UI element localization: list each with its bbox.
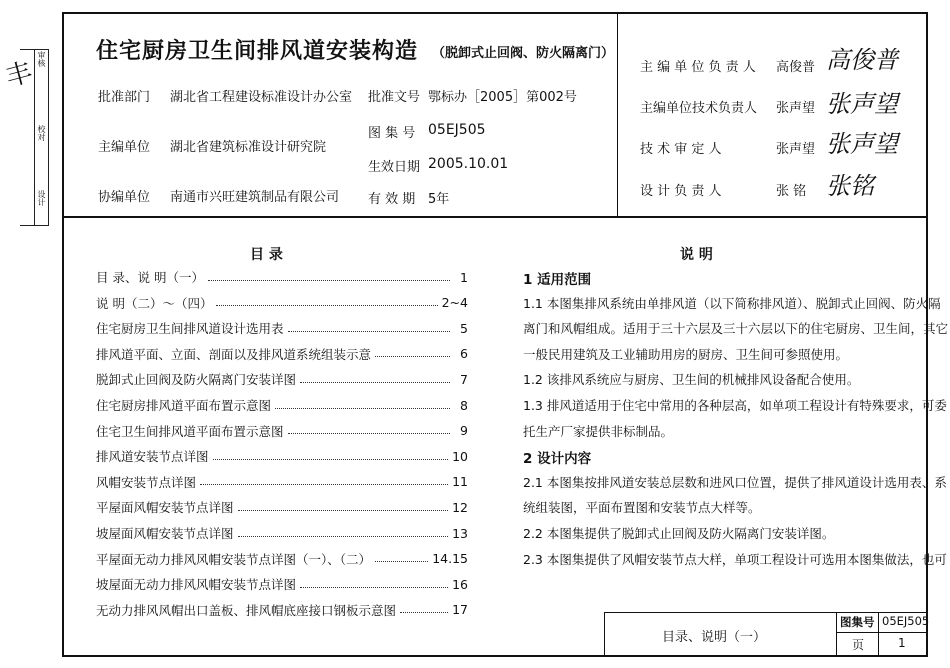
chief-editor-value: 湖北省建筑标准设计研究院 bbox=[170, 140, 327, 155]
toc-item-page: 16 bbox=[452, 576, 468, 592]
toc-leader-dots bbox=[275, 408, 450, 409]
toc-item bbox=[96, 471, 468, 493]
toc-item-title: 住宅厨房卫生间排风道设计选用表 bbox=[96, 321, 284, 337]
notes-line: 1.3 排风道适用于住宅中常用的各种层高，如单项工程设计有特殊要求，可委 bbox=[523, 398, 947, 413]
toc-leader-dots bbox=[208, 280, 450, 281]
toc-item bbox=[96, 599, 468, 621]
notes-line: 2.2 本图集提供了脱卸式止回阀及防火隔离门安装详图。 bbox=[523, 526, 835, 541]
toc-item bbox=[96, 496, 468, 518]
effective-date-value: 2005.10.01 bbox=[428, 156, 509, 172]
toc-item-title: 平屋面风帽安装节点详图 bbox=[96, 500, 234, 516]
toc-item-title: 住宅厨房排风道平面布置示意图 bbox=[96, 398, 272, 413]
notes-line: 托生产厂家提供非标制品。 bbox=[523, 423, 674, 439]
margin-label-review: 审核 bbox=[37, 51, 46, 67]
atlas-no-label: 图 集 号 bbox=[368, 126, 416, 141]
toc-item-title: 住宅卫生间排风道平面布置示意图 bbox=[96, 423, 284, 439]
signer-name-3: 张声望 bbox=[776, 142, 816, 157]
approval-dept-value: 湖北省工程建设标准设计办公室 bbox=[170, 90, 353, 105]
toc-item-title: 风帽安装节点详图 bbox=[96, 474, 197, 490]
chief-editor-label: 主编单位 bbox=[98, 140, 151, 155]
signer-signature-3: 张声望 bbox=[826, 130, 898, 158]
notes-line: 统组装图，平面布置图和安装节点大样等。 bbox=[523, 500, 761, 516]
margin-label-check: 校对 bbox=[37, 125, 46, 141]
toc-item-page: 9 bbox=[460, 423, 468, 439]
signer-signature-4: 张铭 bbox=[826, 172, 874, 200]
toc-leader-dots bbox=[238, 510, 449, 511]
toc-leader-dots bbox=[400, 612, 448, 613]
toc-leader-dots bbox=[300, 587, 448, 588]
toc-item bbox=[96, 573, 468, 595]
notes-line: 一般民用建筑及工业辅助用房的厨房、卫生间可参照使用。 bbox=[523, 346, 849, 362]
toc-leader-dots bbox=[300, 382, 450, 383]
signer-role-2: 主编单位技术负责人 bbox=[640, 101, 758, 116]
toc-leader-dots bbox=[213, 459, 449, 460]
titleblock-atlas-value: 05EJ505 bbox=[882, 614, 930, 628]
titleblock-atlas-label: 图集号 bbox=[840, 615, 875, 629]
toc-leader-dots bbox=[288, 433, 450, 434]
toc-item-title: 脱卸式止回阀及防火隔离门安装详图 bbox=[96, 372, 297, 388]
toc-item-title: 坡屋面无动力排风风帽安装节点详图 bbox=[96, 577, 297, 593]
title-block-row-divider bbox=[836, 632, 928, 633]
toc-item bbox=[96, 266, 468, 288]
toc-item bbox=[96, 292, 468, 314]
signer-name-2: 张声望 bbox=[776, 101, 816, 116]
co-editor-label: 协编单位 bbox=[98, 190, 151, 205]
toc-item bbox=[96, 343, 468, 365]
sheet-title: 目录、说明（一） bbox=[662, 630, 767, 645]
signer-signature-2: 张声望 bbox=[826, 90, 898, 118]
signer-role-3: 技 术 审 定 人 bbox=[640, 142, 722, 157]
toc-item-page: 11 bbox=[452, 474, 468, 490]
toc-item-title: 排风道平面、立面、剖面以及排风道系统组装示意 bbox=[96, 346, 372, 362]
page-title: 住宅厨房卫生间排风道安装构造 bbox=[96, 39, 419, 64]
title-block-divider-2 bbox=[878, 612, 879, 657]
toc-item bbox=[96, 548, 468, 570]
signer-signature-1: 高俊普 bbox=[826, 46, 898, 74]
toc-item-title: 坡屋面风帽安装节点详图 bbox=[96, 526, 234, 541]
toc-item bbox=[96, 445, 468, 467]
atlas-no-value: 05EJ505 bbox=[428, 122, 486, 138]
toc-item-page: 7 bbox=[460, 371, 468, 387]
left-binding-margin bbox=[0, 15, 62, 215]
toc-leader-dots bbox=[216, 305, 437, 306]
toc-item-title: 平屋面无动力排风风帽安装节点详图（一）、（二） bbox=[96, 551, 372, 567]
title-block-divider bbox=[836, 612, 837, 657]
titleblock-page-label: 页 bbox=[852, 638, 865, 652]
toc-leader-dots bbox=[288, 331, 450, 332]
approval-no-value: 鄂标办［2005］第002号 bbox=[428, 90, 577, 105]
toc-item bbox=[96, 317, 468, 339]
margin-label-design: 设计 bbox=[37, 190, 46, 206]
toc-item bbox=[96, 420, 468, 442]
validity-value: 5年 bbox=[428, 192, 450, 207]
effective-date-label: 生效日期 bbox=[368, 160, 421, 175]
signer-name-4: 张 铭 bbox=[776, 184, 807, 199]
approval-dept-label: 批准部门 bbox=[98, 90, 151, 105]
co-editor-value: 南通市兴旺建筑制品有限公司 bbox=[170, 190, 340, 205]
header-divider bbox=[62, 216, 928, 218]
notes-heading: 说 明 bbox=[680, 247, 713, 263]
notes-line: 1.1 本图集排风系统由单排风道（以下简称排风道）、脱卸式止回阀、防火隔 bbox=[523, 295, 941, 311]
header-vertical-divider bbox=[617, 12, 618, 217]
toc-item bbox=[96, 368, 468, 390]
notes-line: 2.1 本图集按排风道安装总层数和进风口位置，提供了排风道设计选用表、系 bbox=[523, 474, 947, 490]
toc-item-page: 8 bbox=[460, 397, 468, 413]
toc-item-title: 说 明（二）～（四） bbox=[96, 295, 213, 311]
toc-leader-dots bbox=[375, 561, 428, 562]
notes-line: 1.2 该排风系统应与厨房、卫生间的机械排风设备配合使用。 bbox=[523, 372, 860, 388]
toc-item-page: 14.15 bbox=[432, 551, 468, 567]
toc-item-title: 无动力排风风帽出口盖板、排风帽底座接口钢板示意图 bbox=[96, 602, 397, 618]
toc-item-page: 6 bbox=[460, 346, 468, 362]
toc-leader-dots bbox=[200, 484, 448, 485]
toc-item-page: 2~4 bbox=[441, 295, 468, 311]
margin-column-1 bbox=[20, 49, 35, 226]
notes-section-heading: 1 适用范围 bbox=[523, 272, 592, 288]
notes-section-heading: 2 设计内容 bbox=[523, 451, 592, 468]
toc-item-title: 排风道安装节点详图 bbox=[96, 449, 209, 465]
toc-heading: 目 录 bbox=[250, 247, 283, 263]
toc-item-title: 目 录、说 明（一） bbox=[96, 270, 204, 285]
notes-line: 2.3 本图集提供了风帽安装节点大样，单项工程设计可选用本图集做法，也可 bbox=[523, 551, 947, 567]
approval-no-label: 批准文号 bbox=[368, 90, 421, 105]
notes-line: 离门和风帽组成。适用于三十六层及三十六层以下的住宅厨房、卫生间，其它 bbox=[523, 321, 949, 337]
toc-item-page: 1 bbox=[460, 269, 468, 285]
signer-role-4: 设 计 负 责 人 bbox=[640, 184, 722, 199]
margin-signature-mark: 丰 bbox=[2, 57, 36, 94]
toc-item-page: 12 bbox=[452, 499, 468, 515]
signer-name-1: 高俊普 bbox=[776, 60, 816, 75]
toc-item bbox=[96, 394, 468, 416]
toc-item-page: 13 bbox=[452, 525, 468, 541]
titleblock-page-value: 1 bbox=[898, 636, 906, 650]
toc-item-page: 5 bbox=[460, 320, 468, 336]
toc-leader-dots bbox=[238, 536, 449, 537]
toc-item bbox=[96, 522, 468, 544]
signer-role-1: 主 编 单 位 负 责 人 bbox=[640, 60, 756, 75]
toc-leader-dots bbox=[375, 356, 450, 357]
page-subtitle: （脱卸式止回阀、防火隔离门） bbox=[432, 46, 615, 61]
toc-item-page: 10 bbox=[452, 448, 468, 464]
toc-item-page: 17 bbox=[452, 602, 468, 618]
validity-label: 有 效 期 bbox=[368, 192, 416, 207]
